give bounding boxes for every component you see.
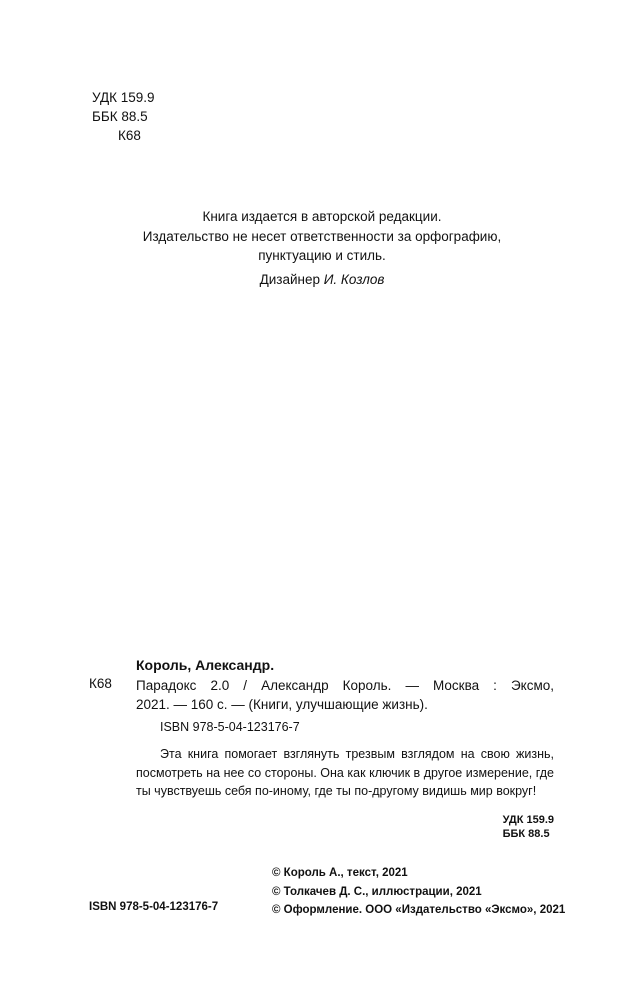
annotation-line: ты чувствуешь себя по-иному, где ты по-другому видишь мир вокруг! (136, 784, 537, 798)
footer-isbn: ISBN 978-5-04-123176-7 (89, 901, 219, 913)
udk-code: УДК 159.9 (502, 814, 554, 826)
designer-name: И. Козлов (323, 272, 385, 287)
editorial-notice (0, 207, 644, 266)
description-line: Парадокс 2.0 / Александр Король. — Москва : Эксмо, (136, 678, 554, 693)
annotation-line: посмотреть на нее со стороны. Она как ключик в другое измерение, где (136, 765, 554, 780)
bbk-code: ББК 88.5 (502, 828, 550, 840)
catalog-card-author: Король, Александр. (136, 657, 275, 673)
catalog-card-code: К68 (89, 676, 112, 691)
classification-codes-header (92, 88, 155, 145)
author-sign: К68 (118, 128, 141, 143)
copyright-text: © Король А., текст, 2021 (272, 867, 408, 879)
catalog-card-description (136, 676, 554, 714)
designer-credit (0, 272, 644, 287)
designer-label: Дизайнер (259, 272, 320, 287)
udk-code: УДК 159.9 (92, 90, 155, 105)
copyright-design: © Оформление. ООО «Издательство «Эксмо», 2021 (272, 904, 566, 916)
bbk-code: ББК 88.5 (92, 109, 148, 124)
annotation-line: Эта книга помогает взглянуть трезвым взглядом на свою жизнь, (160, 747, 554, 761)
classification-codes-footer (503, 813, 554, 841)
description-line: 2021. — 160 с. — (Книги, улучшающие жизнь). (136, 697, 428, 712)
notice-line: пунктуацию и стиль. (258, 248, 386, 263)
notice-line: Издательство не несет ответственности за орфографию, (142, 228, 502, 244)
annotation (136, 745, 554, 801)
catalog-card-isbn: ISBN 978-5-04-123176-7 (160, 720, 300, 734)
notice-line: Книга издается в авторской редакции. (202, 209, 442, 224)
copyright-illustrations: © Толкачев Д. С., иллюстрации, 2021 (272, 885, 482, 898)
copyright-block (272, 864, 565, 920)
